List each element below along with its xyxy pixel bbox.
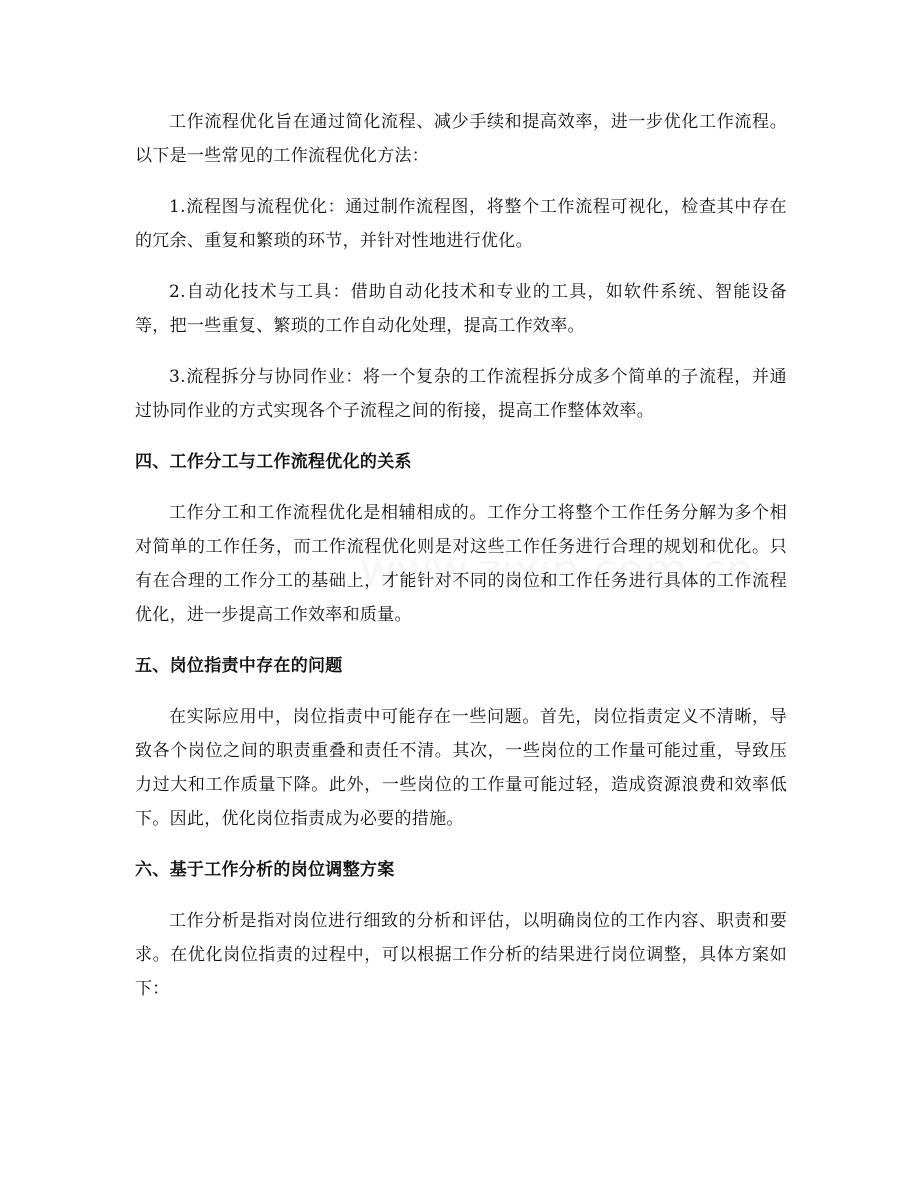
- section-6-heading: 六、基于工作分析的岗位调整方案: [135, 860, 395, 880]
- section-5-heading: 五、岗位指责中存在的问题: [135, 656, 343, 676]
- section-5-paragraph: 在实际应用中，岗位指责中可能存在一些问题。首先，岗位指责定义不清晰，导致各个岗位之间的职责重叠和责任不清。其次，一些岗位的工作量可能过重，导致压力过大和工作质量下降。此外，一些岗位的工作量可能过轻，造成资源浪费和效率低下。因此，优化岗位指责成为必要的措施。: [135, 707, 787, 829]
- method-paragraph-3: 3.流程拆分与协同作业：将一个复杂的工作流程拆分成多个简单的子流程，并通过协同作业的方式实现各个子流程之间的衔接，提高工作整体效率。: [135, 367, 787, 421]
- section-4-heading: 四、工作分工与工作流程优化的关系: [135, 452, 412, 472]
- method-paragraph-2: 2.自动化技术与工具：借助自动化技术和专业的工具，如软件系统、智能设备等，把一些重复、繁琐的工作自动化处理，提高工作效率。: [135, 282, 787, 336]
- intro-paragraph: 工作流程优化旨在通过简化流程、减少手续和提高效率，进一步优化工作流程。以下是一些常见的工作流程优化方法：: [135, 112, 787, 166]
- section-4-paragraph: 工作分工和工作流程优化是相辅相成的。工作分工将整个工作任务分解为多个相对简单的工作任务，而工作流程优化则是对这些工作任务进行合理的规划和优化。只有在合理的工作分工的基础上，才能针对不同的岗位和工作任务进行具体的工作流程优化，进一步提高工作效率和质量。: [135, 503, 787, 625]
- section-6-paragraph: 工作分析是指对岗位进行细致的分析和评估，以明确岗位的工作内容、职责和要求。在优化岗位指责的过程中，可以根据工作分析的结果进行岗位调整，具体方案如下：: [135, 911, 787, 999]
- method-paragraph-1: 1.流程图与流程优化：通过制作流程图，将整个工作流程可视化，检查其中存在的冗余、重复和繁琐的环节，并针对性地进行优化。: [135, 197, 787, 251]
- document-page: [135, 105, 787, 1006]
